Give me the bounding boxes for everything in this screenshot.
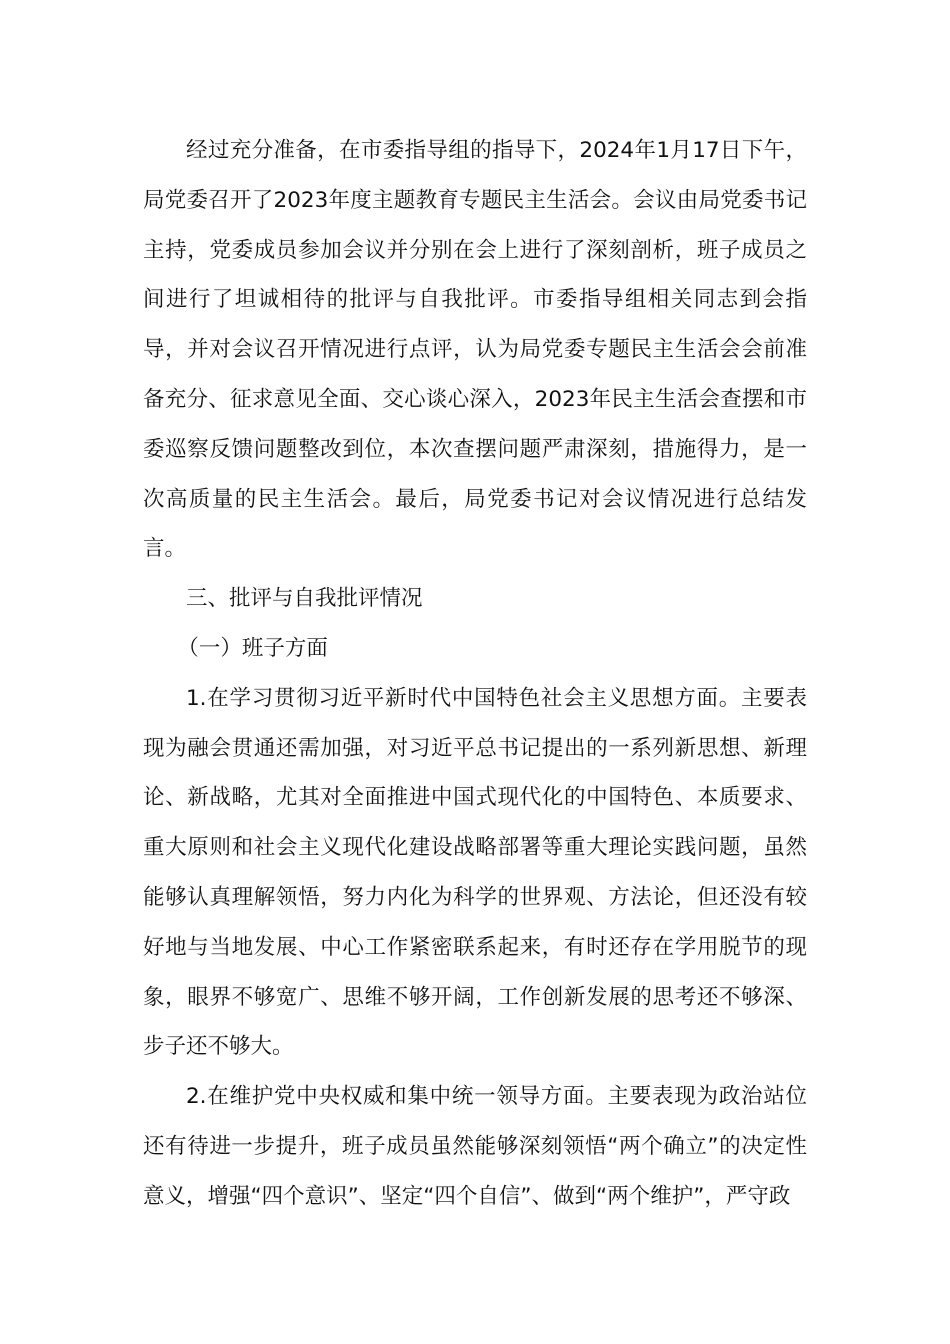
intro-paragraph: 经过充分准备，在市委指导组的指导下，2024年1月17日下午，局党委召开了2023年度主题教育专题民主生活会。会议由局党委书记主持，党委成员参加会议并分别在会上进行了深刻剖析，班子成员之间进行了坦诚相待的批评与自我批评。市委指导组相关同志到会指导，并对会议召开情况进行点评，认为局党委专题民主生活会会前准备充分、征求意见全面、交心谈心深入，2023年民主生活会查摆和市委巡察反馈问题整改到位，本次查摆问题严肃深刻，措施得力，是一次高质量的民主生活会。最后，局党委书记对会议情况进行总结发言。 [143,138,807,562]
item-paragraph-2: 2.在维护党中央权威和集中统一领导方面。主要表现为政治站位还有待进一步提升，班子成员虽然能够深刻领悟“两个确立”的决定性意义，增强“四个意识”、坚定“四个自信”、做到“两个维护”，严守政 [143,1084,807,1209]
document-body [143,126,807,1222]
section-heading: 三、批评与自我批评情况 [186,586,423,612]
subsection-heading: （一）班子方面 [177,635,328,661]
item-paragraph-1: 1.在学习贯彻习近平新时代中国特色社会主义思想方面。主要表现为融会贯通还需加强，对习近平总书记提出的一系列新思想、新理论、新战略，尤其对全面推进中国式现代化的中国特色、本质要求、重大原则和社会主义现代化建设战略部署等重大理论实践问题，虽然能够认真理解领悟，努力内化为科学的世界观、方法论，但还没有较好地与当地发展、中心工作紧密联系起来，有时还存在学用脱节的现象，眼界不够宽广、思维不够开阔，工作创新发展的思考还不够深、步子还不够大。 [143,685,807,1060]
